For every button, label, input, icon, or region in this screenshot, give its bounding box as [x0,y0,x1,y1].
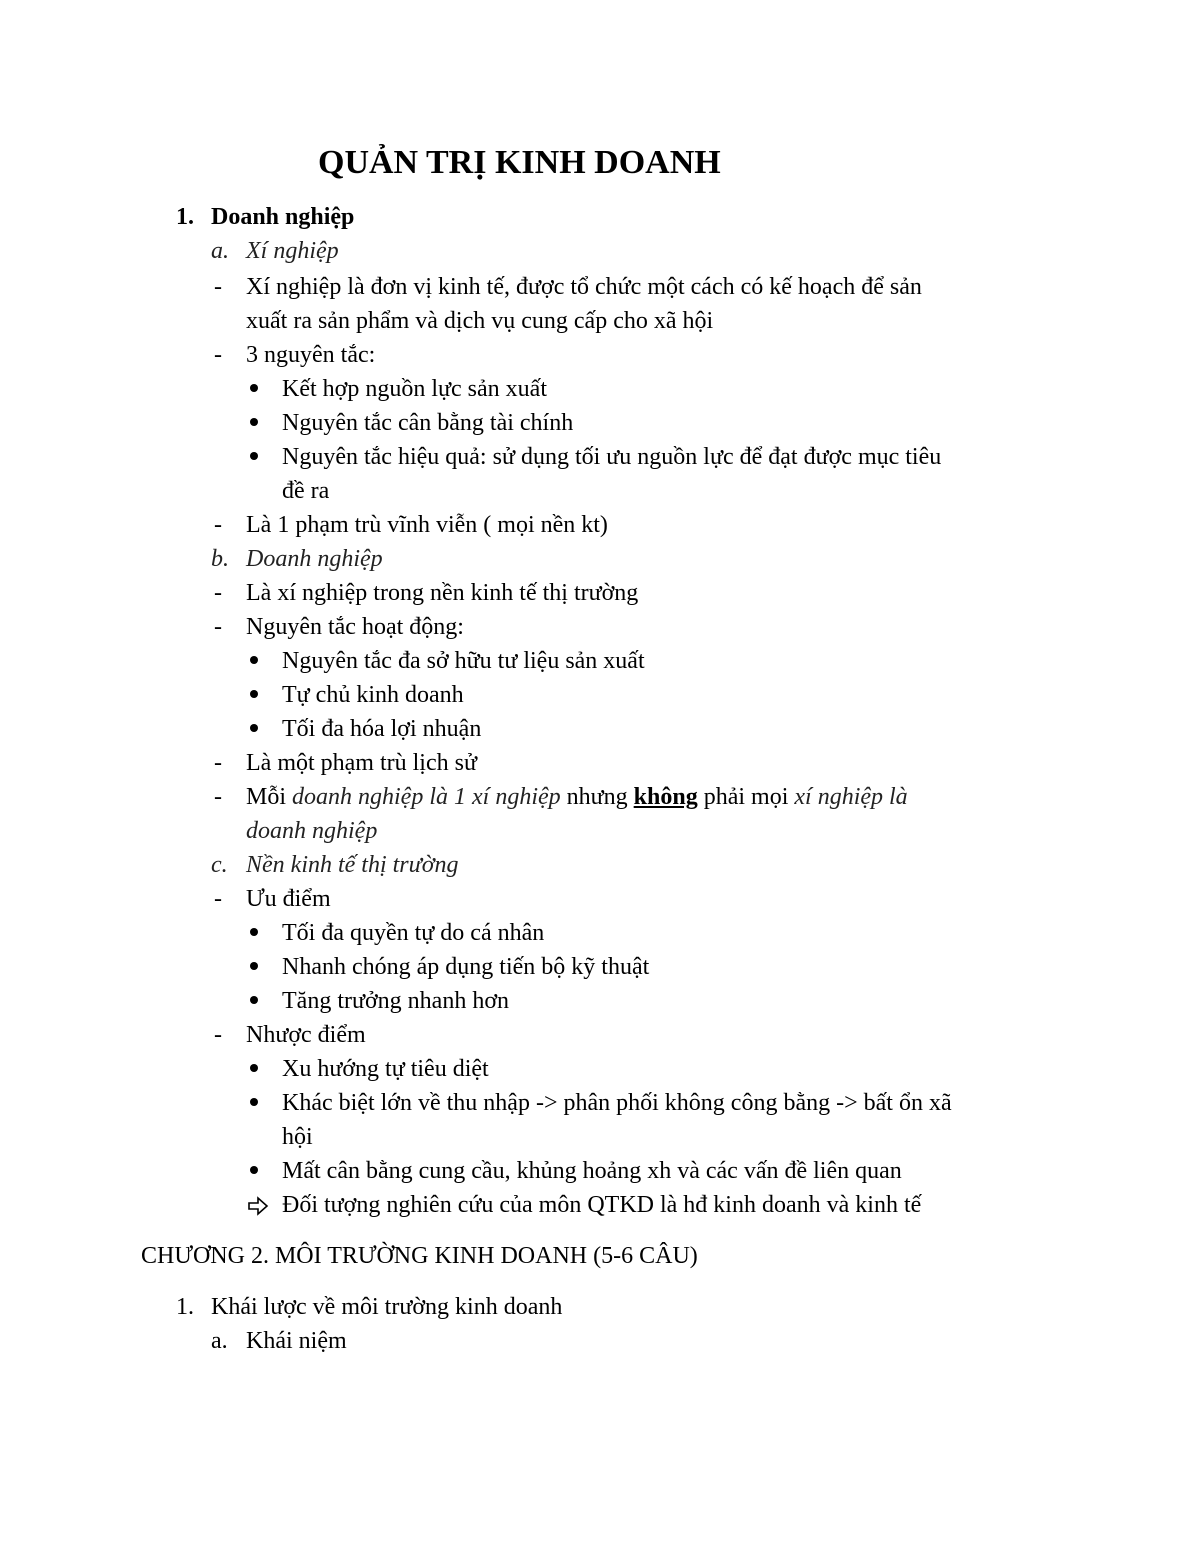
bullet-item: Nguyên tắc đa sở hữu tư liệu sản xuất [282,648,645,674]
bullet-icon [250,1064,258,1072]
subsection-marker-c: c. [211,852,228,878]
subsection-marker-a: a. [211,1328,228,1354]
section-number: 1. [176,1294,194,1320]
list-item: Là xí nghiệp trong nền kinh tế thị trường [246,580,639,606]
bullet-item: Nguyên tắc cân bằng tài chính [282,410,574,436]
bullet-item: Mất cân bằng cung cầu, khủng hoảng xh và các vấn đề liên quan [282,1158,902,1184]
list-item: Nguyên tắc hoạt động: [246,614,464,640]
document-title: QUẢN TRỊ KINH DOANH [318,144,721,181]
subsection-marker-a: a. [211,238,229,264]
dash-marker: - [214,750,222,776]
list-item: Ưu điểm [246,886,331,912]
text-run-italic: xí nghiệp là [794,784,908,810]
subsection-label-b: Doanh nghiệp [246,546,383,572]
dash-marker: - [214,784,222,810]
list-item-continuation: xuất ra sản phẩm và dịch vụ cung cấp cho xã hội [246,308,714,334]
bullet-item: Xu hướng tự tiêu diệt [282,1056,489,1082]
list-item: Là 1 phạm trù vĩnh viễn ( mọi nền kt) [246,512,608,538]
dash-marker: - [214,614,222,640]
bullet-item: Tối đa quyền tự do cá nhân [282,920,545,946]
text-run: phải mọi [697,784,795,810]
list-item: Xí nghiệp là đơn vị kinh tế, được tổ chức một cách có kế hoạch để sản [246,274,922,300]
dash-marker: - [214,342,222,368]
dash-marker: - [214,886,222,912]
section-heading: Doanh nghiệp [211,204,355,230]
bullet-icon [250,1166,258,1174]
section-heading: Khái lược về môi trường kinh doanh [211,1294,563,1320]
bullet-icon [250,690,258,698]
bullet-item: Nguyên tắc hiệu quả: sử dụng tối ưu nguồn lực để đạt được mục tiêu [282,444,942,470]
bullet-item: Tăng trưởng nhanh hơn [282,988,510,1014]
dash-marker: - [214,274,222,300]
list-item: Là một phạm trù lịch sử [246,750,477,776]
bullet-item-continuation: đề ra [282,478,330,504]
list-item: Nhược điểm [246,1022,366,1048]
bullet-item: Khác biệt lớn về thu nhập -> phân phối không công bằng -> bất ổn xã [282,1090,952,1116]
list-item-continuation: doanh nghiệp [246,818,378,844]
subsection-label-a: Khái niệm [246,1328,347,1354]
list-item: 3 nguyên tắc: [246,342,376,368]
bullet-icon [250,418,258,426]
subsection-label-a: Xí nghiệp [246,238,339,264]
bullet-item: Kết hợp nguồn lực sản xuất [282,376,547,402]
section-number: 1. [176,204,194,230]
subsection-marker-b: b. [211,546,229,572]
bullet-item: Tự chủ kinh doanh [282,682,464,708]
conclusion-item: Đối tượng nghiên cứu của môn QTKD là hđ kinh doanh và kinh tế [282,1192,922,1218]
bullet-icon [250,1098,258,1106]
bullet-item-continuation: hội [282,1124,313,1150]
list-item-mixed [246,780,908,814]
bullet-item: Tối đa hóa lợi nhuận [282,716,482,742]
bullet-icon [250,996,258,1004]
subsection-label-c: Nền kinh tế thị trường [246,852,459,878]
text-run: nhưng [560,784,634,810]
bullet-icon [250,962,258,970]
dash-marker: - [214,1022,222,1048]
bullet-icon [250,928,258,936]
text-run: Mỗi [246,784,293,810]
bullet-item: Nhanh chóng áp dụng tiến bộ kỹ thuật [282,954,650,980]
dash-marker: - [214,512,222,538]
bullet-icon [250,452,258,460]
bullet-icon [250,384,258,392]
dash-marker: - [214,580,222,606]
bullet-icon [250,724,258,732]
bullet-icon [250,656,258,664]
arrow-right-icon [246,1194,270,1218]
text-run-italic: doanh nghiệp là 1 xí nghiệp [292,784,561,810]
chapter-heading: CHƯƠNG 2. MÔI TRƯỜNG KINH DOANH (5-6 CÂU) [141,1243,698,1269]
text-run-bold-underline: không [633,784,698,810]
